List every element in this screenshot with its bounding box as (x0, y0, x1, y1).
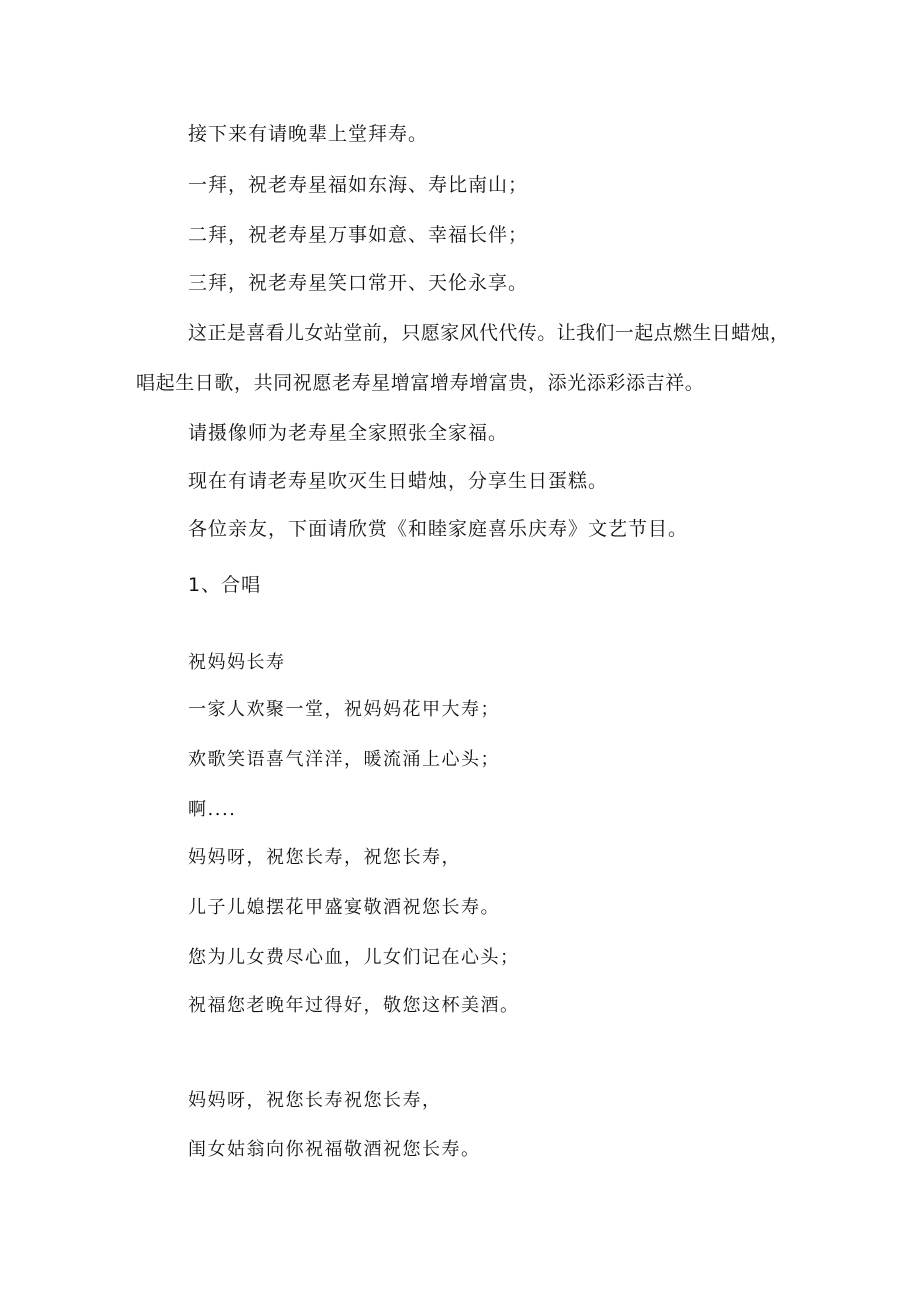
lyric-line: 妈妈呀，祝您长寿祝您长寿， (188, 1090, 442, 1111)
lyric-line: 啊.... (188, 799, 237, 820)
lyric-line: 欢歌笑语喜气洋洋，暖流涌上心头； (188, 749, 500, 770)
intro-line: 二拜，祝老寿星万事如意、幸福长伴； (188, 224, 529, 246)
lyric-line: 妈妈呀，祝您长寿，祝您长寿， (188, 847, 461, 868)
announcement-line: 各位亲友，下面请欣赏《和睦家庭喜乐庆寿》文艺节目。 (188, 518, 689, 540)
lyric-line: 祝福您老晚年过得好，敬您这杯美酒。 (188, 995, 520, 1016)
lyric-line: 您为儿女费尽心血，儿女们记在心头； (188, 947, 520, 968)
program-heading: 1、合唱 (188, 574, 262, 596)
lyric-line: 儿子儿媳摆花甲盛宴敬酒祝您长寿。 (188, 897, 500, 918)
announcement-line: 请摄像师为老寿星全家照张全家福。 (188, 422, 509, 444)
intro-line: 一拜，祝老寿星福如东海、寿比南山； (188, 174, 529, 196)
lyric-line: 闺女姑翁向你祝福敬酒祝您长寿。 (188, 1139, 481, 1160)
paragraph-line: 唱起生日歌，共同祝愿老寿星增富增寿增富贵，添光添彩添吉祥。 (136, 372, 705, 394)
announcement-line: 现在有请老寿星吹灭生日蜡烛，分享生日蛋糕。 (188, 470, 609, 492)
lyric-line: 一家人欢聚一堂，祝妈妈花甲大寿； (188, 699, 500, 720)
intro-line: 接下来有请晚辈上堂拜寿。 (188, 123, 429, 145)
intro-line: 三拜，祝老寿星笑口常开、天伦永享。 (188, 272, 529, 294)
paragraph-line: 这正是喜看儿女站堂前，只愿家风代代传。让我们一起点燃生日蜡烛， (188, 322, 790, 344)
song-title: 祝妈妈长寿 (188, 652, 286, 673)
